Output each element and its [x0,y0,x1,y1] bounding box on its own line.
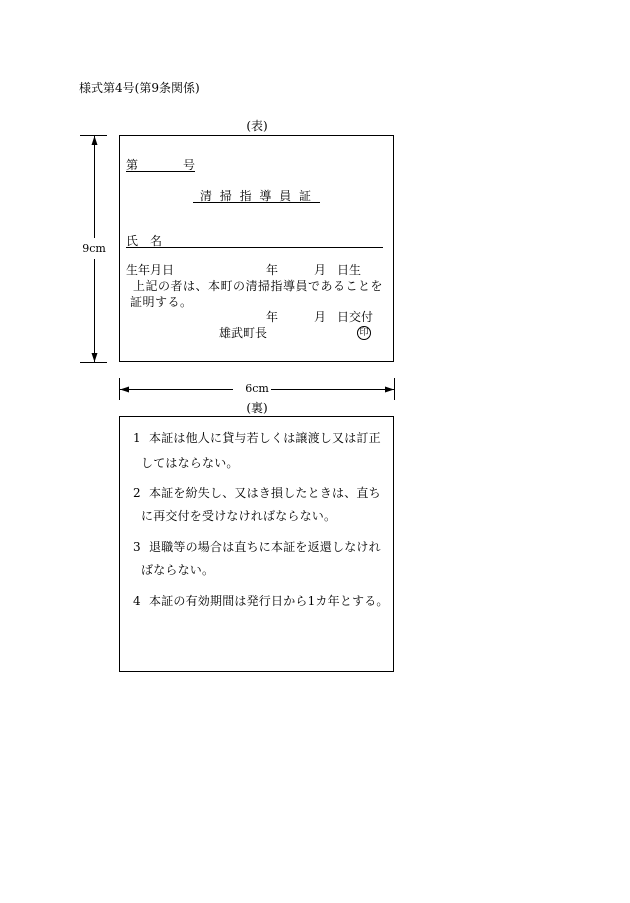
birth-day-label: 日生 [337,263,362,277]
birth-label: 生年月日 [126,263,175,277]
back-item-line: に再交付を受けなければならない。 [141,509,337,523]
back-item-number: 3 [133,540,141,554]
back-side-label: (裏) [246,401,268,415]
back-item-number: 1 [133,431,141,445]
name-label: 氏 名 [126,234,163,248]
back-item-line: 退職等の場合は直ちに本証を返還しなけれ [149,540,381,554]
back-item-number: 2 [133,486,141,500]
birth-year-label: 年 [266,263,279,277]
back-item-line: してはならない。 [141,456,239,470]
arrow-up-icon [92,136,98,145]
back-item-line: 本証は他人に貸与若しくは譲渡し又は訂正 [149,431,381,445]
number-prefix: 第 [126,158,139,172]
certification-line-1: 上記の者は、本町の清掃指導員であることを [133,279,384,293]
back-item-line: ばならない。 [141,563,215,577]
issue-day-label: 日交付 [337,310,374,324]
form-title: 様式第4号(第9条関係) [79,81,200,95]
card-title: 清 掃 指 導 員 証 [199,189,314,203]
arrow-right-icon [385,387,394,393]
back-item-line: 本証を紛失し、又はき損したときは、直ち [149,486,381,500]
certification-line-2: 証明する。 [130,295,193,309]
height-dimension-label: 9cm [82,242,106,255]
back-item-number: 4 [133,594,141,608]
birth-month-label: 月 [314,263,327,277]
arrow-left-icon [120,387,129,393]
seal-icon: 印 [357,326,371,340]
number-suffix: 号 [183,158,196,172]
issue-year-label: 年 [266,310,279,324]
issue-month-label: 月 [314,310,327,324]
issuer-name: 雄武町長 [219,326,268,340]
arrow-down-icon [92,353,98,362]
back-item-line: 本証の有効期間は発行日から1カ年とする。 [149,594,389,608]
width-dimension-label: 6cm [245,382,269,395]
front-side-label: (表) [246,119,268,133]
